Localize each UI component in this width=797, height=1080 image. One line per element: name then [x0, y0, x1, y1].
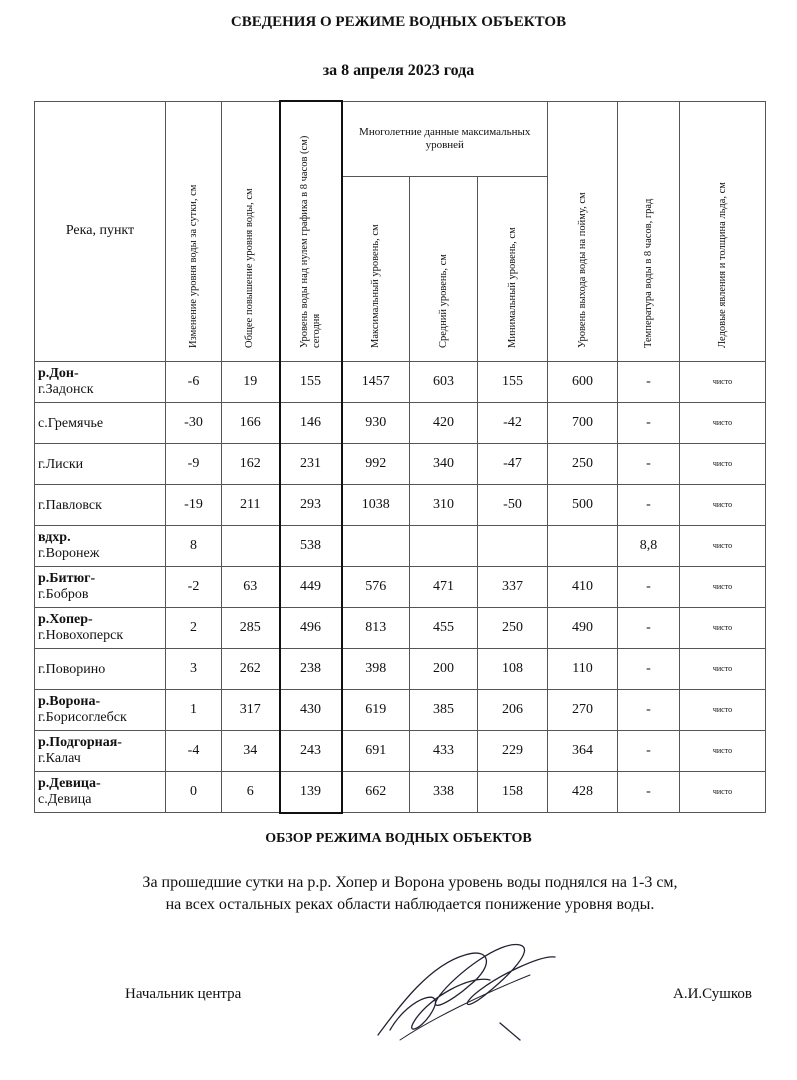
cell-change: -4: [166, 730, 222, 771]
cell-avg: 340: [410, 443, 478, 484]
cell-min: -42: [478, 402, 548, 443]
cell-today: 238: [280, 648, 342, 689]
point-name: г.Воронеж: [38, 545, 100, 561]
col-header-change: Изменение уровня воды за сутки, см: [187, 184, 199, 348]
cell-max: 619: [342, 689, 410, 730]
point-name: г.Поворино: [38, 661, 106, 677]
point-name: г.Бобров: [38, 586, 89, 602]
river-point-cell: [35, 648, 166, 689]
cell-flood: 110: [548, 648, 618, 689]
cell-ice: чисто: [680, 443, 766, 484]
cell-avg: [410, 525, 478, 566]
river-point-cell: [35, 525, 166, 566]
river-point-cell: [35, 771, 166, 813]
point-name: г.Задонск: [38, 381, 94, 397]
col-header-rise: Общее повышение уровня воды, см: [244, 187, 256, 348]
cell-min: 158: [478, 771, 548, 813]
cell-min: [478, 525, 548, 566]
point-name: г.Лиски: [38, 456, 84, 472]
table-row: [35, 566, 766, 607]
cell-rise: 166: [222, 402, 280, 443]
cell-today: 243: [280, 730, 342, 771]
cell-change: 1: [166, 689, 222, 730]
cell-flood: 364: [548, 730, 618, 771]
river-point-cell: [35, 443, 166, 484]
cell-temp: -: [618, 361, 680, 402]
cell-rise: 262: [222, 648, 280, 689]
table-row: [35, 525, 766, 566]
cell-rise: 162: [222, 443, 280, 484]
cell-flood: 410: [548, 566, 618, 607]
cell-max: 1457: [342, 361, 410, 402]
col-header-temp: Температура воды в 8 часов, град: [642, 198, 654, 348]
river-name: р.Ворона-: [38, 693, 101, 709]
document-title: СВЕДЕНИЯ О РЕЖИМЕ ВОДНЫХ ОБЪЕКТОВ: [230, 14, 567, 30]
river-name: р.Хопер-: [38, 611, 93, 627]
cell-today: 538: [280, 525, 342, 566]
cell-temp: -: [618, 566, 680, 607]
river-name: р.Дон-: [38, 365, 79, 381]
cell-min: 250: [478, 607, 548, 648]
cell-flood: 250: [548, 443, 618, 484]
point-name: г.Павловск: [38, 497, 102, 513]
cell-avg: 310: [410, 484, 478, 525]
cell-today: 293: [280, 484, 342, 525]
table-row: [35, 484, 766, 525]
table-row: [35, 607, 766, 648]
cell-rise: 34: [222, 730, 280, 771]
cell-flood: 500: [548, 484, 618, 525]
cell-flood: 270: [548, 689, 618, 730]
cell-max: 662: [342, 771, 410, 813]
document-date: за 8 апреля 2023 года: [322, 62, 475, 79]
cell-change: -19: [166, 484, 222, 525]
col-header-flood: Уровень выхода воды на пойму, см: [576, 191, 588, 348]
cell-flood: 600: [548, 361, 618, 402]
signer-name: А.И.Сушков: [673, 986, 752, 1002]
cell-flood: 490: [548, 607, 618, 648]
cell-rise: 211: [222, 484, 280, 525]
cell-min: 108: [478, 648, 548, 689]
cell-min: -50: [478, 484, 548, 525]
col-header-avg: Средний уровень, см: [437, 253, 449, 348]
cell-temp: 8,8: [618, 525, 680, 566]
col-header-river: Река, пункт: [35, 101, 166, 361]
cell-temp: -: [618, 648, 680, 689]
col-header-max: Максимальный уровень, см: [369, 223, 381, 348]
river-point-cell: [35, 730, 166, 771]
overview-line-1: За прошедшие сутки на р.р. Хопер и Ворона уровень воды поднялся на 1-3 см,: [142, 874, 678, 891]
cell-change: 8: [166, 525, 222, 566]
cell-temp: -: [618, 771, 680, 813]
cell-min: 229: [478, 730, 548, 771]
point-name: г.Новохоперск: [38, 627, 124, 643]
cell-ice: чисто: [680, 402, 766, 443]
cell-max: 576: [342, 566, 410, 607]
table-row: [35, 361, 766, 402]
overview-text: [60, 872, 760, 916]
point-name: г.Борисоглебск: [38, 709, 127, 725]
cell-ice: чисто: [680, 648, 766, 689]
signer-position: Начальник центра: [125, 986, 242, 1002]
cell-flood: 428: [548, 771, 618, 813]
cell-today: 231: [280, 443, 342, 484]
cell-avg: 338: [410, 771, 478, 813]
cell-ice: чисто: [680, 566, 766, 607]
table-row: [35, 771, 766, 813]
cell-change: -9: [166, 443, 222, 484]
cell-today: 155: [280, 361, 342, 402]
river-name: р.Битюг-: [38, 570, 96, 586]
cell-temp: -: [618, 402, 680, 443]
table-row: [35, 648, 766, 689]
cell-max: 1038: [342, 484, 410, 525]
cell-rise: 6: [222, 771, 280, 813]
point-name: г.Калач: [38, 750, 81, 766]
col-header-multi-group: Многолетние данные максимальных уровней: [342, 101, 548, 176]
cell-flood: [548, 525, 618, 566]
cell-min: 337: [478, 566, 548, 607]
cell-change: 3: [166, 648, 222, 689]
cell-temp: -: [618, 730, 680, 771]
point-name: с.Гремячье: [38, 415, 104, 431]
cell-temp: -: [618, 607, 680, 648]
cell-change: -2: [166, 566, 222, 607]
cell-today: 430: [280, 689, 342, 730]
river-point-cell: [35, 689, 166, 730]
cell-avg: 433: [410, 730, 478, 771]
cell-min: 155: [478, 361, 548, 402]
cell-max: 813: [342, 607, 410, 648]
cell-max: 691: [342, 730, 410, 771]
cell-ice: чисто: [680, 771, 766, 813]
cell-ice: чисто: [680, 361, 766, 402]
cell-ice: чисто: [680, 484, 766, 525]
cell-avg: 471: [410, 566, 478, 607]
col-header-ice: Ледовые явления и толщина льда, см: [716, 181, 728, 348]
cell-change: 2: [166, 607, 222, 648]
overview-title: ОБЗОР РЕЖИМА ВОДНЫХ ОБЪЕКТОВ: [265, 831, 532, 846]
river-name: р.Девица-: [38, 775, 101, 791]
cell-rise: 285: [222, 607, 280, 648]
table-header-row-1: [35, 101, 766, 176]
cell-min: -47: [478, 443, 548, 484]
overview-line-2: на всех остальных реках области наблюдается понижение уровня воды.: [165, 896, 655, 913]
cell-ice: чисто: [680, 607, 766, 648]
cell-temp: -: [618, 443, 680, 484]
cell-max: 930: [342, 402, 410, 443]
cell-today: 146: [280, 402, 342, 443]
cell-ice: чисто: [680, 525, 766, 566]
cell-avg: 385: [410, 689, 478, 730]
river-name: р.Подгорная-: [38, 734, 122, 750]
cell-today: 496: [280, 607, 342, 648]
col-header-today: Уровень воды над нулем графика в 8 часов (см) сегодня: [298, 135, 322, 348]
cell-rise: 63: [222, 566, 280, 607]
table-row: [35, 730, 766, 771]
cell-max: 398: [342, 648, 410, 689]
cell-rise: 317: [222, 689, 280, 730]
cell-rise: 19: [222, 361, 280, 402]
river-point-cell: [35, 402, 166, 443]
cell-ice: чисто: [680, 730, 766, 771]
cell-max: 992: [342, 443, 410, 484]
cell-avg: 603: [410, 361, 478, 402]
cell-ice: чисто: [680, 689, 766, 730]
cell-max: [342, 525, 410, 566]
cell-temp: -: [618, 484, 680, 525]
cell-avg: 420: [410, 402, 478, 443]
cell-change: -6: [166, 361, 222, 402]
cell-avg: 200: [410, 648, 478, 689]
cell-temp: -: [618, 689, 680, 730]
cell-today: 449: [280, 566, 342, 607]
table-row: [35, 689, 766, 730]
cell-change: 0: [166, 771, 222, 813]
river-point-cell: [35, 484, 166, 525]
river-point-cell: [35, 607, 166, 648]
cell-today: 139: [280, 771, 342, 813]
cell-rise: [222, 525, 280, 566]
table-row: [35, 443, 766, 484]
col-header-min: Минимальный уровень, см: [506, 226, 518, 348]
cell-avg: 455: [410, 607, 478, 648]
point-name: с.Девица: [38, 791, 92, 807]
cell-change: -30: [166, 402, 222, 443]
cell-flood: 700: [548, 402, 618, 443]
river-point-cell: [35, 361, 166, 402]
table-row: [35, 402, 766, 443]
water-regime-table: [34, 100, 766, 814]
cell-min: 206: [478, 689, 548, 730]
handwritten-signature: [370, 935, 560, 1045]
river-name: вдхр.: [38, 529, 71, 545]
river-point-cell: [35, 566, 166, 607]
